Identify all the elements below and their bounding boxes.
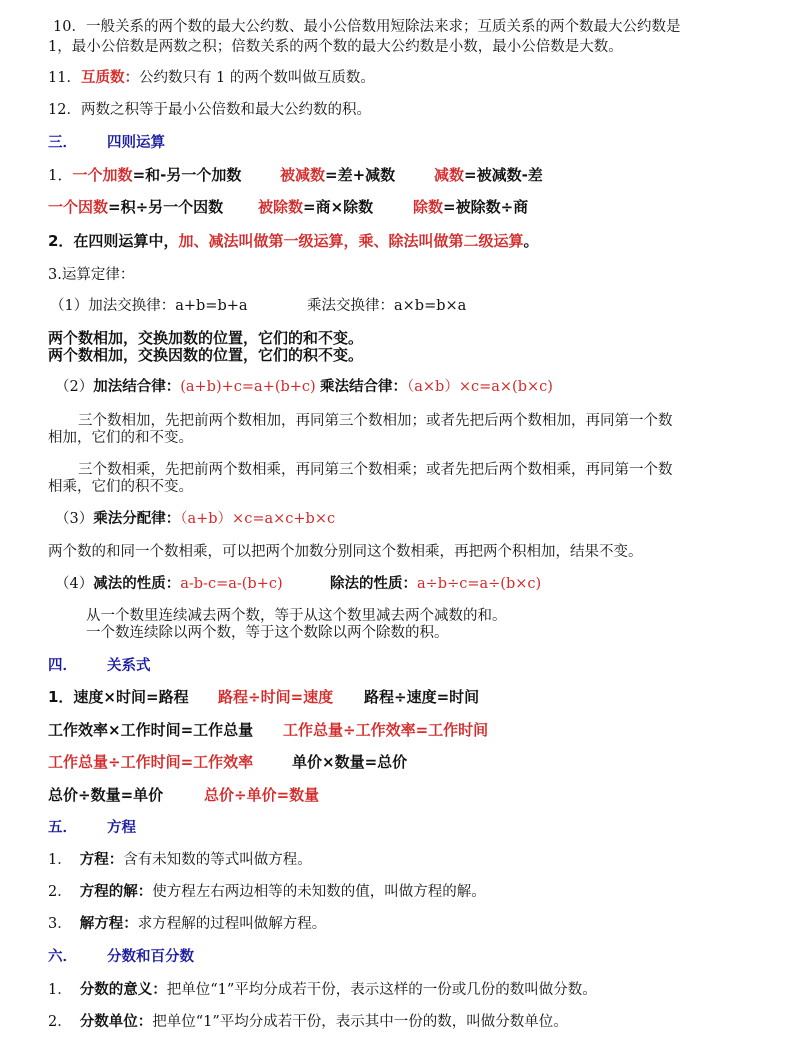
multiplication-associative-formula: （a×b）×c=a×(b×c) xyxy=(407,379,553,395)
section-3-title: 四则运算 xyxy=(107,135,165,151)
factor-group xyxy=(48,198,223,216)
solving-text: 求方程解的过程叫做解方程。 xyxy=(137,916,327,932)
distributive-row xyxy=(55,510,335,528)
dividend-term: 被除数 xyxy=(258,198,304,216)
multiplication-commutative: 乘法交换律：a×b=b×a xyxy=(307,298,467,314)
factor-formula: =积÷另一个因数 xyxy=(108,198,224,216)
section-3-heading xyxy=(48,134,165,152)
dividend-formula: =商×除数 xyxy=(303,198,374,216)
law-4-number: （4） xyxy=(55,576,94,592)
minuend-group xyxy=(280,166,395,184)
equation-def xyxy=(48,851,312,869)
operation-levels xyxy=(48,232,538,250)
subtraction-property-text: 从一个数里连续减去两个数，等于从这个数里减去两个减数的和。 xyxy=(86,608,507,624)
section-3-number: 三． xyxy=(48,135,77,151)
work-total-formula: 工作效率×工作时间=工作总量 xyxy=(48,721,254,739)
section-5-number: 五． xyxy=(48,820,77,836)
solving-term: 解方程： xyxy=(79,916,138,932)
section-4-heading xyxy=(48,657,151,675)
section-6-title: 分数和百分数 xyxy=(107,949,194,965)
associative-mul-text-2: 相乘，它们的积不变。 xyxy=(48,479,193,495)
item-10-line1: 10．一般关系的两个数的最大公约数、最小公倍数用短除法来求；互质关系的两个数最大公约数是 xyxy=(53,19,681,35)
operation-levels-lead: 2．在四则运算中， xyxy=(48,232,179,250)
laws-title: 3.运算定律： xyxy=(48,267,135,283)
solving-def-number: 3． xyxy=(48,916,72,932)
work-time-formula: 工作总量÷工作效率=工作时间 xyxy=(283,721,489,739)
addend-formula: =和-另一个加数 xyxy=(132,166,242,184)
total-price-formula: 单价×数量=总价 xyxy=(292,753,408,771)
law-2-number: （2） xyxy=(55,379,94,395)
speed-formula: 1．速度×时间=路程 xyxy=(48,688,189,706)
multiplication-associative-term: 乘法结合律： xyxy=(320,379,407,395)
section-4-number: 四． xyxy=(48,658,77,674)
subtraction-property-term: 减法的性质： xyxy=(93,576,181,592)
formula-row-1-number: 1． xyxy=(48,166,73,184)
fraction-meaning xyxy=(48,981,597,999)
division-property xyxy=(330,575,541,593)
quantity-formula: 总价÷单价=数量 xyxy=(204,786,320,804)
equation-text: 含有未知数的等式叫做方程。 xyxy=(123,852,312,868)
factor-term: 一个因数 xyxy=(48,198,109,216)
item-11 xyxy=(48,69,375,87)
speed-formula-red: 路程÷时间=速度 xyxy=(218,688,334,706)
equation-term: 方程： xyxy=(79,852,124,868)
solution-def-number: 2． xyxy=(48,884,72,900)
associative-mul-text-1: 三个数相乘，先把前两个数相乘，再同第三个数相乘；或者先把后两个数相乘，再同第一个数 xyxy=(78,462,673,478)
time-formula: 路程÷速度=时间 xyxy=(364,688,480,706)
commutative-text-1: 两个数相加，交换加数的位置，它们的和不变。 xyxy=(48,329,364,347)
subtrahend-term: 减数 xyxy=(434,166,465,184)
fraction-unit xyxy=(48,1013,568,1031)
subtraction-property xyxy=(55,575,283,593)
section-5-heading xyxy=(48,819,136,837)
subtraction-property-formula: a-b-c=a-(b+c) xyxy=(180,576,283,592)
divisor-group xyxy=(413,198,528,216)
distributive-text: 两个数的和同一个数相乘，可以把两个加数分别同这个数相乘，再把两个积相加，结果不变。 xyxy=(48,544,643,560)
subtrahend-group xyxy=(434,166,543,184)
associative-add-text-2: 相加，它们的和不变。 xyxy=(48,430,193,446)
divisor-term: 除数 xyxy=(413,198,444,216)
distributive-term: 乘法分配律： xyxy=(93,511,181,527)
fraction-meaning-term: 分数的意义： xyxy=(79,982,167,998)
fraction-meaning-text: 把单位“1”平均分成若干份，表示这样的一份或几份的数叫做分数。 xyxy=(166,982,597,998)
minuend-formula: =差+减数 xyxy=(325,166,396,184)
formula-row-1 xyxy=(48,166,241,184)
section-6-heading xyxy=(48,948,194,966)
associative-add-text-1: 三个数相加，先把前两个数相加，再同第三个数相加；或者先把后两个数相加，再同第一个数 xyxy=(78,413,673,429)
equation-def-number: 1． xyxy=(48,852,72,868)
solution-def xyxy=(48,883,486,901)
item-11-number: 11． xyxy=(48,70,81,86)
section-6-number: 六． xyxy=(48,949,77,965)
item-11-term: 互质数： xyxy=(80,70,139,86)
solution-term: 方程的解： xyxy=(79,884,153,900)
solving-def xyxy=(48,915,326,933)
fraction-unit-number: 2． xyxy=(48,1014,72,1030)
operation-levels-text: 加、减法叫做第一级运算，乘、除法叫做第二级运算 xyxy=(178,232,524,250)
item-11-text: 公约数只有 1 的两个数叫做互质数。 xyxy=(138,70,375,86)
multiplication-associative xyxy=(320,378,553,396)
addition-associative-formula: (a+b)+c=a+(b+c) xyxy=(180,379,316,395)
division-property-term: 除法的性质： xyxy=(330,576,417,592)
law-3-number: （3） xyxy=(55,511,94,527)
item-10-line2: 1，最小公倍数是两数之积；倍数关系的两个数的最大公约数是小数，最小公倍数是大数。 xyxy=(48,39,623,55)
divisor-formula: =被除数÷商 xyxy=(443,198,529,216)
distributive-formula: （a+b）×c=a×c+b×c xyxy=(180,511,336,527)
subtrahend-formula: =被减数-差 xyxy=(464,166,543,184)
addition-commutative: （1）加法交换律：a+b=b+a xyxy=(50,298,248,314)
unit-price-formula: 总价÷数量=单价 xyxy=(48,786,164,804)
operation-levels-end: 。 xyxy=(523,232,539,250)
division-property-formula: a÷b÷c=a÷(b×c) xyxy=(417,576,542,592)
solution-text: 使方程左右两边相等的未知数的值，叫做方程的解。 xyxy=(152,884,486,900)
section-5-title: 方程 xyxy=(107,820,136,836)
division-property-text: 一个数连续除以两个数，等于这个数除以两个除数的积。 xyxy=(86,625,449,641)
addition-associative-term: 加法结合律： xyxy=(93,379,181,395)
fraction-unit-text: 把单位“1”平均分成若干份，表示其中一份的数，叫做分数单位。 xyxy=(152,1014,568,1030)
dividend-group xyxy=(258,198,373,216)
commutative-text-2: 两个数相加，交换因数的位置，它们的积不变。 xyxy=(48,346,364,364)
associative-row xyxy=(55,378,316,396)
fraction-meaning-number: 1． xyxy=(48,982,72,998)
minuend-term: 被减数 xyxy=(280,166,326,184)
addend-term: 一个加数 xyxy=(72,166,133,184)
item-12: 12．两数之积等于最小公倍数和最大公约数的积。 xyxy=(48,102,371,118)
fraction-unit-term: 分数单位： xyxy=(79,1014,153,1030)
section-4-title: 关系式 xyxy=(107,658,151,674)
work-efficiency-formula: 工作总量÷工作时间=工作效率 xyxy=(48,753,254,771)
